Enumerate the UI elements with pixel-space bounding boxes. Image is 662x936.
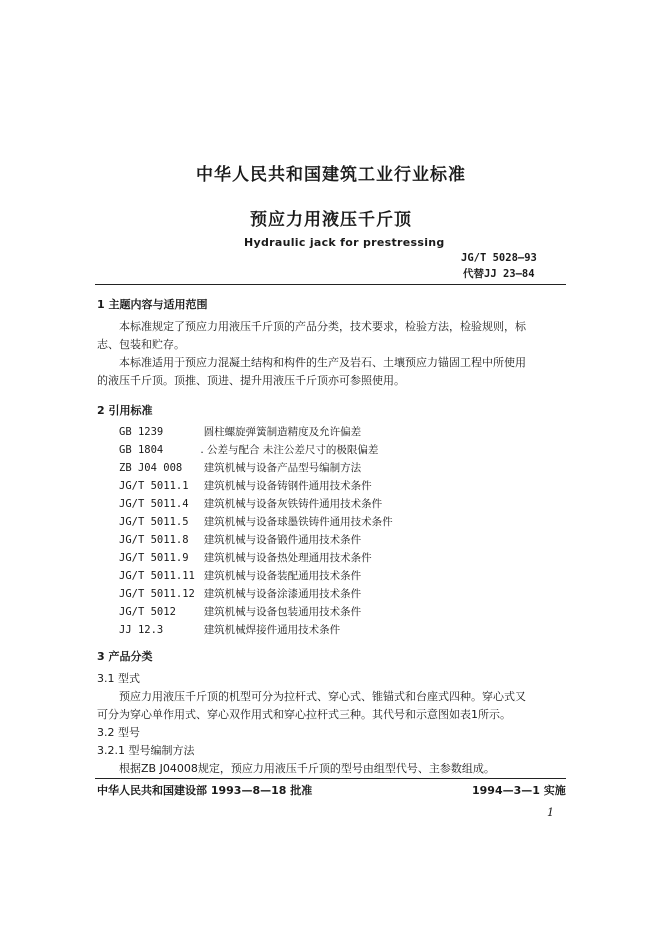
reference-item bbox=[119, 424, 361, 439]
reference-title: 建筑机械与设备涂漆通用技术条件 bbox=[203, 588, 362, 600]
reference-title: 建筑机械与设备锻件通用技术条件 bbox=[203, 534, 362, 546]
bottom-divider bbox=[95, 778, 566, 779]
effective-date: 1994—3—1 实施 bbox=[472, 784, 566, 797]
reference-title: 建筑机械与设备装配通用技术条件 bbox=[203, 570, 362, 582]
section1-p2-line1: 本标准适用于预应力混凝土结构和构件的生产及岩石、土壤预应力锚固工程中所使用 bbox=[119, 356, 526, 369]
section3-1-line2: 可分为穿心单作用式、穿心双作用式和穿心拉杆式三种。其代号和示意图如表1所示。 bbox=[97, 708, 511, 721]
section1-p1-line1: 本标准规定了预应力用液压千斤顶的产品分类，技术要求，检验方法，检验规则，标 bbox=[119, 320, 526, 333]
reference-code: JG/T 5011.8 bbox=[119, 534, 189, 546]
reference-item bbox=[119, 460, 361, 475]
section2-heading: 2 引用标准 bbox=[97, 404, 153, 417]
reference-item bbox=[119, 478, 372, 493]
section3-heading: 3 产品分类 bbox=[97, 650, 153, 663]
reference-code: JG/T 5011.5 bbox=[119, 516, 189, 528]
replaces-code: 代替JJ 23—84 bbox=[463, 268, 535, 280]
reference-code: JJ 12.3 bbox=[119, 624, 164, 636]
section3-2-1-heading: 3.2.1 型号编制方法 bbox=[97, 744, 195, 757]
reference-code: JG/T 5012 bbox=[119, 606, 176, 618]
reference-title: 建筑机械焊接件通用技术条件 bbox=[203, 624, 341, 636]
section1-p1-line2: 志、包装和贮存。 bbox=[97, 338, 185, 351]
reference-title: 建筑机械与设备包装通用技术条件 bbox=[203, 606, 362, 618]
reference-title: 建筑机械与设备产品型号编制方法 bbox=[203, 462, 362, 474]
reference-item bbox=[119, 568, 361, 583]
reference-code: ZB J04 008 bbox=[119, 462, 183, 474]
reference-code: JG/T 5011.12 bbox=[119, 588, 195, 600]
top-divider bbox=[95, 284, 566, 285]
reference-title: 建筑机械与设备热处理通用技术条件 bbox=[203, 552, 372, 564]
reference-item bbox=[119, 532, 361, 547]
reference-title: 圆柱螺旋弹簧制造精度及允许偏差 bbox=[203, 426, 362, 438]
reference-item bbox=[119, 586, 361, 601]
section1-p2-line2: 的液压千斤顶。顶推、顶进、提升用液压千斤顶亦可参照使用。 bbox=[97, 374, 405, 387]
page-number: 1 bbox=[547, 806, 554, 819]
reference-title: 建筑机械与设备灰铁铸件通用技术条件 bbox=[203, 498, 383, 510]
reference-code: GB 1239 bbox=[119, 426, 164, 438]
standard-name: 中华人民共和国建筑工业行业标准 bbox=[196, 165, 466, 185]
section1-heading: 1 主题内容与适用范围 bbox=[97, 298, 208, 311]
section3-1-heading: 3.1 型式 bbox=[97, 672, 140, 685]
reference-code: JG/T 5011.9 bbox=[119, 552, 189, 564]
reference-title: 建筑机械与设备球墨铁铸件通用技术条件 bbox=[203, 516, 393, 528]
document-title: 预应力用液压千斤顶 bbox=[250, 210, 412, 230]
reference-item bbox=[119, 550, 372, 565]
reference-title: 公差与配合 未注公差尺寸的极限偏差 bbox=[207, 444, 379, 456]
reference-item: GB 1804 . 公差与配合 未注公差尺寸的极限偏差 bbox=[119, 444, 379, 456]
section3-2-1-line1: 根据ZB J04008规定，预应力用液压千斤顶的型号由组型代号、主参数组成。 bbox=[119, 762, 495, 775]
issuer-approval: 中华人民共和国建设部 1993—8—18 批准 bbox=[97, 784, 313, 797]
reference-title: 建筑机械与设备铸钢件通用技术条件 bbox=[203, 480, 372, 492]
section3-1-line1: 预应力用液压千斤顶的机型可分为拉杆式、穿心式、锥锚式和台座式四种。穿心式又 bbox=[119, 690, 526, 703]
reference-item bbox=[119, 496, 382, 511]
reference-code: GB 1804 bbox=[119, 444, 164, 456]
section3-2-heading: 3.2 型号 bbox=[97, 726, 140, 739]
reference-item bbox=[119, 514, 393, 529]
english-title: Hydraulic jack for prestressing bbox=[244, 236, 445, 249]
reference-code: JG/T 5011.4 bbox=[119, 498, 189, 510]
reference-code: JG/T 5011.11 bbox=[119, 570, 195, 582]
reference-code: JG/T 5011.1 bbox=[119, 480, 189, 492]
reference-item bbox=[119, 604, 361, 619]
standard-code: JG/T 5028—93 bbox=[461, 252, 537, 264]
reference-item bbox=[119, 622, 340, 637]
